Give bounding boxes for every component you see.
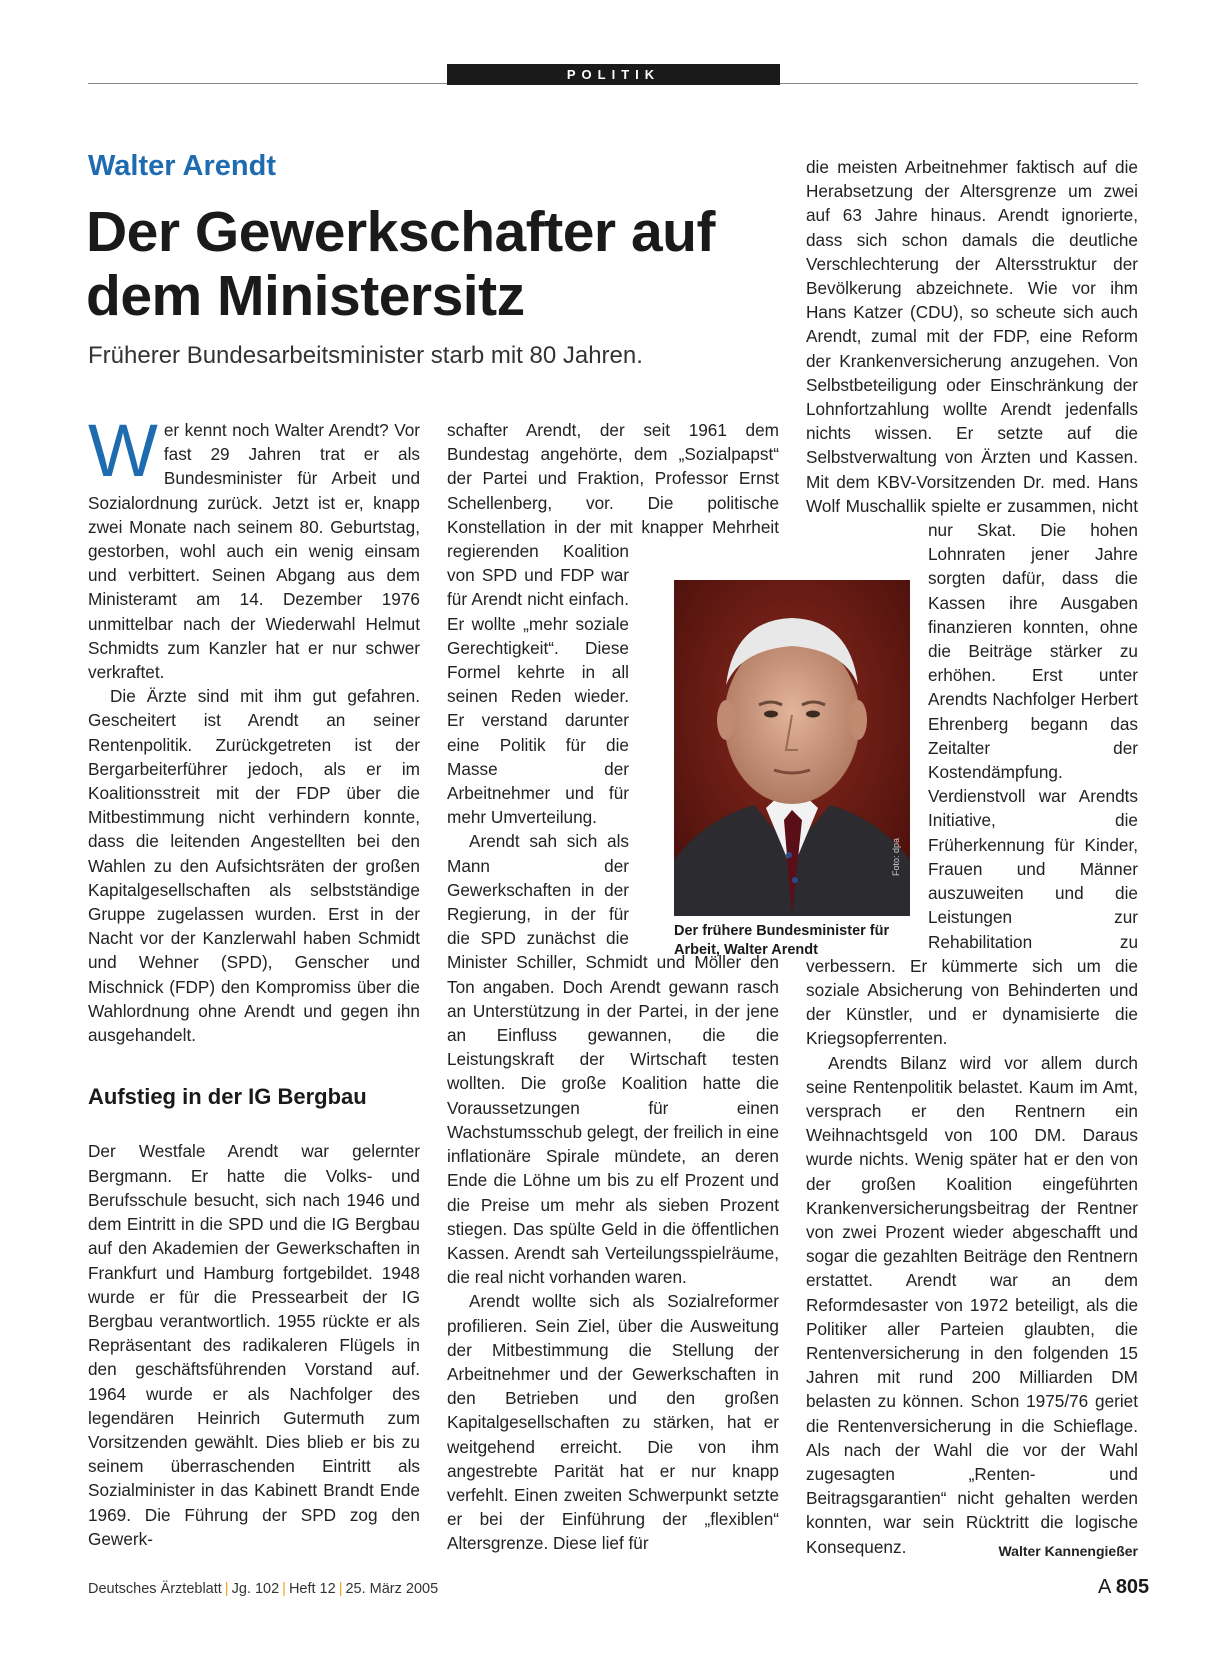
footer-separator: | xyxy=(338,1581,343,1597)
journal-issue: Heft 12 xyxy=(288,1581,336,1597)
journal-date: 25. März 2005 xyxy=(345,1581,439,1597)
column-1-paragraph-2: Die Ärzte sind mit ihm gut gefahren. Gescheitert ist Arendt an seiner Rentenpolitik. Zurückgetreten ist der Bergarbeiterführer jedoch, als er im Koalitionsstreit mit der FDP über die Mitbestimmung nicht verhindern konnte, dass die leitenden Angestellten bei den Wahlen zu den Aufsichtsräten der großen Kapitalgesellschaften als selbstständige Gruppe zugelassen wurden. Erst in der Nacht vor der Kanzlerwahl haben Schmidt und Wehner (SPD), Genscher und Mischnick (FDP) den Kompromiss über die Wahlordnung ohne Arendt und gegen ihn ausgehandelt. xyxy=(88,686,420,1046)
section-subheading: Aufstieg in der IG Bergbau xyxy=(88,1084,367,1110)
page-number-value: 805 xyxy=(1115,1576,1150,1598)
photo-caption: Der frühere Bundesminister für Arbeit, Walter Arendt xyxy=(674,923,890,958)
headline-line-2: dem Ministersitz xyxy=(86,264,525,328)
footer-separator: | xyxy=(224,1581,229,1597)
journal-volume: Jg. 102 xyxy=(231,1581,280,1597)
drop-cap: W xyxy=(88,409,158,492)
section-label: POLITIK xyxy=(447,64,780,85)
footer-separator: | xyxy=(282,1581,286,1597)
portrait-illustration xyxy=(674,580,910,916)
article-subline: Früherer Bundesarbeitsminister starb mit 80 Jahren. xyxy=(88,342,643,369)
column-3-paragraph-1: die meisten Arbeitnehmer faktisch auf die Herabsetzung der Altersgrenze um zwei auf 63 Jahre hinaus. Arendt ignorierte, dass sich schon damals die deutliche Verschlechterung der Altersstruktur der Bevölkerung abzeichnete. Wie vor ihm Hans Katzer (CDU), so scheute sich auch Arendt, zumal mit der FDP, eine Reform der Krankenversicherung anzugehen. Von Selbstbeteiligung oder Einschränkung der Lohnfortzahlung wollte Arendt jedenfalls nichts wissen. Er setzte auf die Selbstverwaltung von Ärzten und Kassen. Mit dem KBV-Vorsitzenden Dr. med. Hans Wolf Muschallik spielte er zusammen, nicht nur Skat. Die hohen Lohnraten jener Jahre sorgten dafür, dass die Kassen ihre Ausgaben finanzieren konnten, ohne die Beiträge stärker zu erhöhen. Erst unter Arendts Nachfolger Herbert Ehrenberg begann das Zeitalter der Kostendämpfung. Verdienstvoll war Arendts Initiative, die Früherkennung für Kinder, Frauen und Männer auszuweiten und die Leistungen zur Rehabilitation zu verbessern. Er kümmerte sich um die soziale Absicherung von Behinderten und der Künstler, und er dynamisierte die Kriegsopferrenten. xyxy=(806,157,1138,1049)
article-kicker: Walter Arendt xyxy=(88,150,276,182)
page-number xyxy=(1098,1576,1149,1599)
article-headline xyxy=(86,200,766,328)
column-2-paragraph-2: Arendt sah sich als Mann der Gewerkschaften in der Regierung, in der für die SPD zunächst die Minister Schiller, Schmidt und Möller den Ton angaben. Doch Arendt gewann rasch an Unterstützung in der Partei, in der jene an Einfluss gewannen, die die Leistungskraft der Wirtschaft testen wollten. Die große Koalition hatte die Voraussetzungen für einen Wachstumsschub gelegt, der freilich in eine inflationäre Spirale mündete, an deren Ende die Löhne um bis zu elf Prozent und die Preise um mehr als sieben Prozent stiegen. Das spülte Geld in die öffentlichen Kassen. Arendt sah Verteilungsspielräume, die real nicht vorhanden waren. xyxy=(447,831,779,1288)
column-3-paragraph-2: Arendts Bilanz wird vor allem durch seine Rentenpolitik belastet. Kaum im Amt, versprach er den Rentnern ein Weihnachtsgeld von 100 DM. Daraus wurde nichts. Wenig später hat er den von der großen Koalition eingeführten Krankenversicherungsbeitrag der Rentner von zwei Prozent wieder abgeschafft und sogar die gezahlten Beiträge den Rentnern erstattet. Arendt war an dem Reformdesaster von 1972 beteiligt, als die Politiker aller Parteien glaubten, die Rentenversicherung in den folgenden 15 Jahren mit rund 200 Milliarden DM belasten zu können. Schon 1975/76 geriet die Rentenversicherung in die Schieflage. Als nach der Wahl die vor der Wahl zugesagten „Renten- und Beitragsgarantien“ nicht gehalten werden konnten, war sein Rücktritt die logische Konsequenz. Walter Kannengießer xyxy=(806,1051,1138,1559)
headline-line-1: Der Gewerkschafter auf xyxy=(86,200,715,264)
column-1-paragraph-3: Der Westfale Arendt war gelernter Bergmann. Er hatte die Volks- und Berufsschule besucht, sich nach 1946 und dem Eintritt in die SPD und die IG Bergbau auf den Akademien der Gewerkschaften in Frankfurt und Hamburg fortgebildet. 1948 wurde er für die Pressearbeit der IG Bergbau verantwortlich. 1955 rückte er als Repräsentant des radikaleren Flügels in den geschäftsführenden Vorstand auf. 1964 wurde er als Nachfolger des legendären Heinrich Gutermuth zum Vorsitzenden gewählt. Dies blieb er bis zu seinem überraschenden Eintritt als Sozialminister in das Kabinett Brandt Ende 1969. Die Führung der SPD zog den Gewerk- xyxy=(88,1141,420,1549)
column-2-paragraph-3: Arendt wollte sich als Sozialreformer profilieren. Sein Ziel, über die Ausweitung der Mitbestimmung die Stellung der Arbeitnehmer und der Gewerkschaften in den Betrieben und den großen Kapitalgesellschaften zu stärken, hat er weitgehend erreicht. Die von ihm angestrebte Parität hat er nur knapp verfehlt. Einen zweiten Schwerpunkt setzte er bei der Einführung der „flexiblen“ Altersgrenze. Diese lief für xyxy=(447,1291,779,1554)
column-1-paragraph-1: Wer kennt noch Walter Arendt? Vor fast 29 Jahren trat er als Bundesminister für Arbeit und Sozialordnung zurück. Jetzt ist er, knapp zwei Monate nach seinem 80. Geburtstag, gestorben, wohl auch ein wenig einsam und verbittert. Seinen Abgang aus dem Ministeramt am 14. Dezember 1976 unmittelbar nach der Wiederwahl Helmut Schmidts zum Kanzler hat er nur schwer verkraftet. xyxy=(88,409,420,683)
author-name: Walter Kannengießer xyxy=(998,1542,1138,1559)
page-prefix: A xyxy=(1098,1576,1111,1598)
column-2-paragraph-1: schafter Arendt, der seit 1961 dem Bundestag angehörte, dem „Sozialpapst“ der Partei und Fraktion, Professor Ernst Schellenberg, vor. Die politische Konstellation in der mit knapper Mehrheit regierenden Koalition von SPD und FDP war für Arendt nicht einfach. Er wollte „mehr soziale Gerechtigkeit“. Diese Formel kehrte in all seinen Reden wieder. Er verstand darunter eine Politik für die Masse der Arbeitnehmer und für mehr Umverteilung. xyxy=(447,420,779,828)
article-column-1 xyxy=(88,409,420,1551)
portrait-photo xyxy=(674,580,910,916)
footer-citation xyxy=(88,1581,438,1597)
photo-credit: Foto: dpa xyxy=(891,837,901,876)
journal-name: Deutsches Ärzteblatt xyxy=(88,1581,222,1597)
